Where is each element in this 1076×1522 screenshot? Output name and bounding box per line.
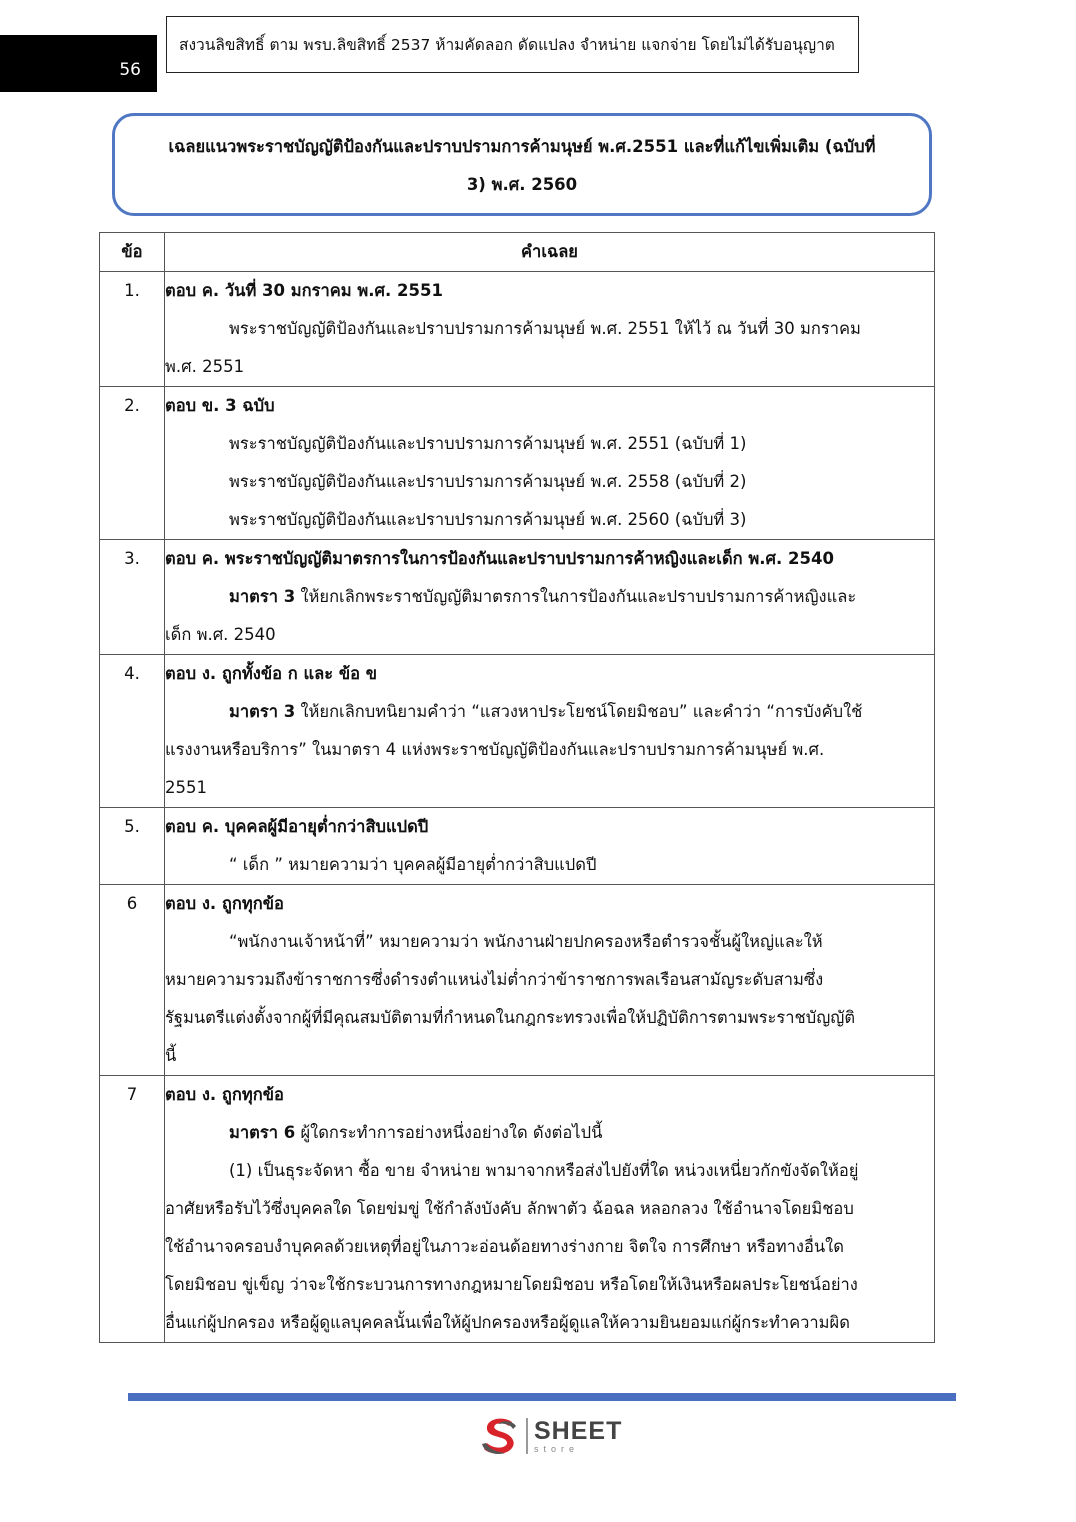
row-number: 5. <box>100 808 165 885</box>
explanation-line: อื่นแก่ผู้ปกครอง หรือผู้ดูแลบุคคลนั้นเพื่อให้ผู้ปกครองหรือผู้ดูแลให้ความยินยอมแก่ผู้กระทำความผิด <box>165 1313 850 1332</box>
answer-table <box>99 232 935 1343</box>
explanation-line: เด็ก พ.ศ. 2540 <box>165 625 276 644</box>
explanation-line: มาตรา 3 ให้ยกเลิกบทนิยามคำว่า “แสวงหาประโยชน์โดยมิชอบ” และคำว่า “การบังคับใช้ <box>229 702 863 721</box>
explanation-line: มาตรา 6 ผู้ใดกระทำการอย่างหนึ่งอย่างใด ดังต่อไปนี้ <box>229 1123 603 1142</box>
table-row <box>100 1076 935 1343</box>
explanation-line: พระราชบัญญัติป้องกันและปราบปรามการค้ามนุษย์ พ.ศ. 2560 (ฉบับที่ 3) <box>229 510 747 529</box>
answer-line: ตอบ ค. บุคคลผู้มีอายุต่ำกว่าสิบแปดปี <box>165 817 429 836</box>
table-row <box>100 272 935 387</box>
explanation-line: “พนักงานเจ้าหน้าที่” หมายความว่า พนักงานฝ่ายปกครองหรือตำรวจชั้นผู้ใหญ่และให้ <box>229 932 823 951</box>
answer-line: ตอบ ค. วันที่ 30 มกราคม พ.ศ. 2551 <box>165 281 443 300</box>
explanation-line: (1) เป็นธุระจัดหา ซื้อ ขาย จำหน่าย พามาจากหรือส่งไปยังที่ใด หน่วงเหนี่ยวกักขังจัดให้อยู่ <box>229 1161 859 1180</box>
table-row <box>100 808 935 885</box>
answer-line: ตอบ ง. ถูกทั้งข้อ ก และ ข้อ ข <box>165 664 378 683</box>
sheet-store-logo <box>478 1414 622 1458</box>
page-title <box>112 113 932 216</box>
title-line-1: เฉลยแนวพระราชบัญญัติป้องกันและปราบปรามการค้ามนุษย์ พ.ศ.2551 และที่แก้ไขเพิ่มเติม (ฉบับที่ <box>168 137 876 156</box>
section-label: มาตรา 3 <box>229 587 296 606</box>
row-answer-cell <box>165 1076 935 1343</box>
page-number: 56 <box>0 35 157 92</box>
column-header-no: ข้อ <box>100 233 165 272</box>
row-answer-cell <box>165 387 935 540</box>
row-answer-cell <box>165 540 935 655</box>
explanation-line: ใช้อำนาจครอบงำบุคคลด้วยเหตุที่อยู่ในภาวะอ่อนด้อยทางร่างกาย จิตใจ การศึกษา หรือทางอื่นใด <box>165 1237 844 1256</box>
row-answer-cell <box>165 655 935 808</box>
explanation-line: พ.ศ. 2551 <box>165 357 245 376</box>
sheet-s-logo-icon <box>478 1414 522 1458</box>
explanation-line: พระราชบัญญัติป้องกันและปราบปรามการค้ามนุษย์ พ.ศ. 2551 ให้ไว้ ณ วันที่ 30 มกราคม <box>229 319 861 338</box>
row-number: 6 <box>100 885 165 1076</box>
table-row <box>100 655 935 808</box>
row-answer-cell <box>165 885 935 1076</box>
logo-subtitle: store <box>534 1443 580 1454</box>
explanation-line: รัฐมนตรีแต่งตั้งจากผู้ที่มีคุณสมบัติตามที่กำหนดในกฎกระทรวงเพื่อให้ปฏิบัติการตามพระราชบัญญัติ <box>165 1008 856 1027</box>
table-row <box>100 540 935 655</box>
answer-line: ตอบ ข. 3 ฉบับ <box>165 396 275 415</box>
title-line-2: 3) พ.ศ. 2560 <box>466 175 578 194</box>
answer-line: ตอบ ค. พระราชบัญญัติมาตรการในการป้องกันและปราบปรามการค้าหญิงและเด็ก พ.ศ. 2540 <box>165 549 834 568</box>
column-header-answer: คำเฉลย <box>165 233 935 272</box>
explanation-line: พระราชบัญญัติป้องกันและปราบปรามการค้ามนุษย์ พ.ศ. 2558 (ฉบับที่ 2) <box>229 472 747 491</box>
table-row <box>100 387 935 540</box>
row-number: 3. <box>100 540 165 655</box>
answer-line: ตอบ ง. ถูกทุกข้อ <box>165 894 284 913</box>
logo-text <box>534 1416 623 1454</box>
explanation-line: อาศัยหรือรับไว้ซึ่งบุคคลใด โดยข่มขู่ ใช้กำลังบังคับ ลักพาตัว ฉ้อฉล หลอกลวง ใช้อำนาจโดยมิชอบ <box>165 1199 854 1218</box>
row-number: 2. <box>100 387 165 540</box>
table-row <box>100 885 935 1076</box>
table-header-row <box>100 233 935 272</box>
explanation-line: หมายความรวมถึงข้าราชการซึ่งดำรงตำแหน่งไม่ต่ำกว่าข้าราชการพลเรือนสามัญระดับสามซึ่ง <box>165 970 824 989</box>
row-answer-cell <box>165 272 935 387</box>
answer-line: ตอบ ง. ถูกทุกข้อ <box>165 1085 284 1104</box>
footer-rule <box>128 1393 956 1401</box>
logo-word: SHEET <box>534 1416 623 1445</box>
explanation-line: พระราชบัญญัติป้องกันและปราบปรามการค้ามนุษย์ พ.ศ. 2551 (ฉบับที่ 1) <box>229 434 747 453</box>
row-number: 7 <box>100 1076 165 1343</box>
explanation-line: โดยมิชอบ ขู่เข็ญ ว่าจะใช้กระบวนการทางกฎหมายโดยมิชอบ หรือโดยให้เงินหรือผลประโยชน์อย่าง <box>165 1275 858 1294</box>
explanation-line: นี้ <box>165 1046 177 1065</box>
row-answer-cell <box>165 808 935 885</box>
explanation-line: แรงงานหรือบริการ” ในมาตรา 4 แห่งพระราชบัญญัติป้องกันและปราบปรามการค้ามนุษย์ พ.ศ. <box>165 740 825 759</box>
explanation-line: 2551 <box>165 778 207 797</box>
section-label: มาตรา 6 <box>229 1123 296 1142</box>
section-label: มาตรา 3 <box>229 702 296 721</box>
logo-divider <box>526 1418 528 1454</box>
row-number: 1. <box>100 272 165 387</box>
row-number: 4. <box>100 655 165 808</box>
copyright-notice: สงวนลิขสิทธิ์ ตาม พรบ.ลิขสิทธิ์ 2537 ห้ามคัดลอก ดัดแปลง จำหน่าย แจกจ่าย โดยไม่ได้รับอนุญาต <box>166 16 859 73</box>
explanation-line: มาตรา 3 ให้ยกเลิกพระราชบัญญัติมาตรการในการป้องกันและปราบปรามการค้าหญิงและ <box>229 587 857 606</box>
explanation-line: “ เด็ก ” หมายความว่า บุคคลผู้มีอายุต่ำกว่าสิบแปดปี <box>229 855 597 874</box>
